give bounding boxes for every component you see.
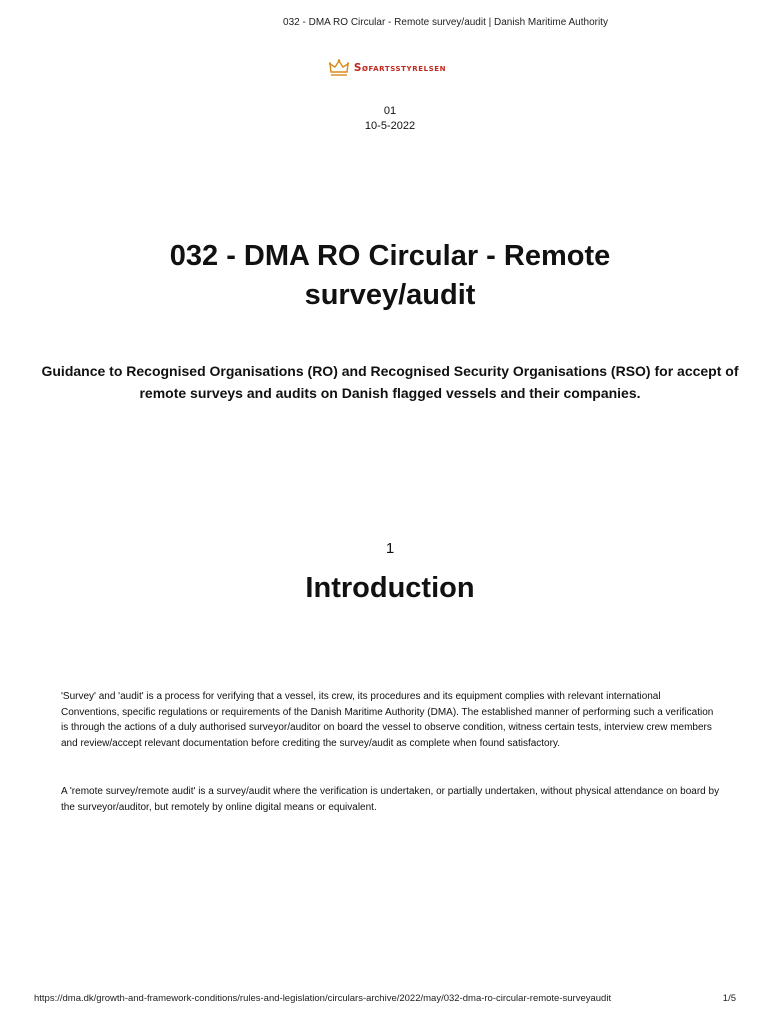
document-date: 10-5-2022 [364,120,416,132]
document-meta [0,104,768,134]
document-title-text: 032 - DMA RO Circular - Remote survey/audit [169,240,611,311]
crown-icon [328,58,350,78]
document-number: 01 [383,105,397,117]
document-title [0,237,768,315]
section-number [0,540,768,557]
intro-paragraph-1: 'Survey' and 'audit' is a process for verifying that a vessel, its crew, its procedures and its equipment complies with relevant international Conventions, specific regulations or requirements of the Danish Maritime Authority (DMA). The established manner of performing such a verification is through the actions of a duly authorised surveyor/auditor on board the vessel to observe condition, witness certain tests, interview crew members and review/accept relevant documentation before crediting the survey/audit as complete when found satisfactory. [61,691,714,749]
section-title-text: Introduction [305,572,475,604]
logo [0,58,768,78]
footer-page-number: 1/5 [722,993,736,1004]
print-header [0,17,768,28]
intro-paragraph-2: A 'remote survey/remote audit' is a survey/audit where the verification is undertaken, or partially undertaken, without physical attendance on board by the surveyor/auditor, but remotely by online digital means or equivalent. [61,786,720,813]
section-number-text: 1 [385,540,395,557]
print-header-title: 032 - DMA RO Circular - Remote survey/audit | Danish Maritime Authority [283,17,608,28]
document-subtitle: Guidance to Recognised Organisations (RO) and Recognised Security Organisations (RSO) for accept of remote surveys and audits on Danish flagged vessels and their companies. [41,363,739,401]
logo-wordmark: Søfartsstyrelsen [353,62,447,74]
print-footer [34,993,736,1004]
section-title [0,568,768,608]
footer-url: https://dma.dk/growth-and-framework-conditions/rules-and-legislation/circulars-archive/2022/may/032-dma-ro-circular-remote-surveyaudit [34,993,612,1004]
